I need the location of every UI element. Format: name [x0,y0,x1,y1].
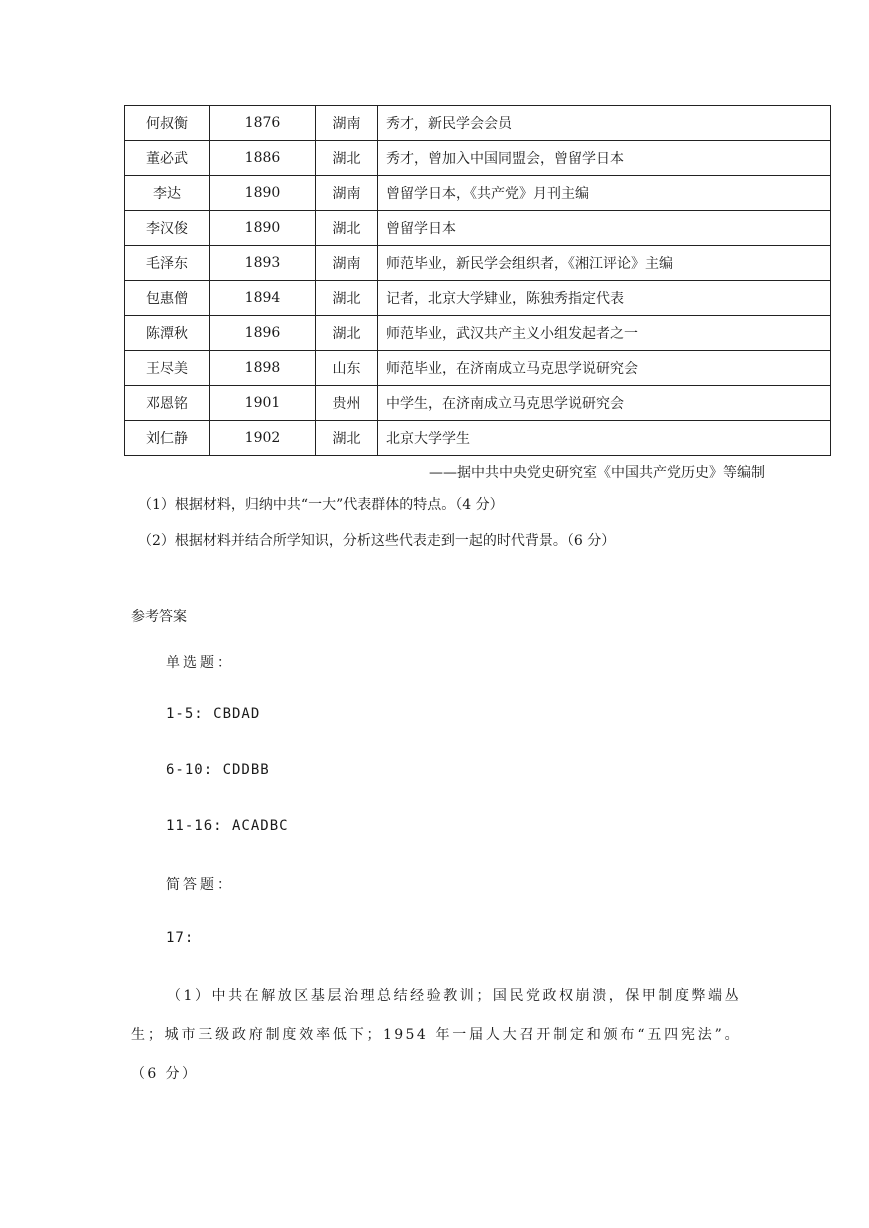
birth-year-cell: 1890 [210,176,316,211]
delegate-name-cell: 王尽美 [125,351,210,386]
question-1: （1）根据材料，归纳中共“一大”代表群体的特点。（4 分） [138,497,504,513]
table-row [125,281,831,316]
birth-year-cell: 1890 [210,211,316,246]
background-cell: 师范毕业，在济南成立马克思学说研究会 [378,351,831,386]
delegate-name-cell: 董必武 [125,141,210,176]
background-cell: 记者，北京大学肄业，陈独秀指定代表 [378,281,831,316]
background-cell: 秀才，曾加入中国同盟会，曾留学日本 [378,141,831,176]
delegate-name-cell: 包惠僧 [125,281,210,316]
delegates-table [124,105,831,456]
table-row [125,316,831,351]
background-cell: 曾留学日本 [378,211,831,246]
table-row [125,176,831,211]
table-row [125,351,831,386]
background-cell: 师范毕业，新民学会组织者，《湘江评论》主编 [378,246,831,281]
province-cell: 湖北 [316,141,378,176]
birth-year-cell: 1902 [210,421,316,456]
table-row [125,211,831,246]
delegates-table-body [125,106,831,456]
delegate-name-cell: 何叔衡 [125,106,210,141]
birth-year-cell: 1898 [210,351,316,386]
question-17-answer-part-1: （1）中共在解放区基层治理总结经验教训；国民党政权崩溃，保甲制度弊端丛生；城市三级政府制度效率低下；1954 年一届人大召开制定和颁布“五四宪法”。（6 分） [131,988,741,1082]
short-answer-heading: 简答题： [166,877,234,893]
delegate-name-cell: 邓恩铭 [125,386,210,421]
birth-year-cell: 1894 [210,281,316,316]
source-note: ——据中共中央党史研究室《中国共产党历史》等编制 [429,465,765,481]
birth-year-cell: 1896 [210,316,316,351]
question-2: （2）根据材料并结合所学知识，分析这些代表走到一起的时代背景。（6 分） [138,533,616,549]
province-cell: 湖北 [316,316,378,351]
birth-year-cell: 1901 [210,386,316,421]
table-row [125,386,831,421]
province-cell: 湖北 [316,281,378,316]
delegate-name-cell: 刘仁静 [125,421,210,456]
background-cell: 师范毕业，武汉共产主义小组发起者之一 [378,316,831,351]
table-row [125,106,831,141]
answer-key-title: 参考答案 [131,609,187,625]
background-cell: 中学生，在济南成立马克思学说研究会 [378,386,831,421]
delegate-name-cell: 李达 [125,176,210,211]
birth-year-cell: 1876 [210,106,316,141]
table-row [125,421,831,456]
province-cell: 湖北 [316,211,378,246]
background-cell: 北京大学学生 [378,421,831,456]
table-row [125,141,831,176]
province-cell: 湖南 [316,176,378,211]
province-cell: 湖南 [316,106,378,141]
background-cell: 秀才，新民学会会员 [378,106,831,141]
single-choice-answers-11-16: 11-16: ACADBC [166,818,289,834]
delegate-name-cell: 毛泽东 [125,246,210,281]
single-choice-answers-1-5: 1-5: CBDAD [166,706,261,722]
delegate-name-cell: 李汉俊 [125,211,210,246]
province-cell: 湖北 [316,421,378,456]
province-cell: 湖南 [316,246,378,281]
delegate-name-cell: 陈潭秋 [125,316,210,351]
province-cell: 山东 [316,351,378,386]
birth-year-cell: 1893 [210,246,316,281]
birth-year-cell: 1886 [210,141,316,176]
background-cell: 曾留学日本，《共产党》月刊主编 [378,176,831,211]
province-cell: 贵州 [316,386,378,421]
table-row [125,246,831,281]
single-choice-heading: 单选题： [166,655,234,671]
single-choice-answers-6-10: 6-10: CDDBB [166,762,270,778]
question-17-label: 17: [166,930,195,946]
